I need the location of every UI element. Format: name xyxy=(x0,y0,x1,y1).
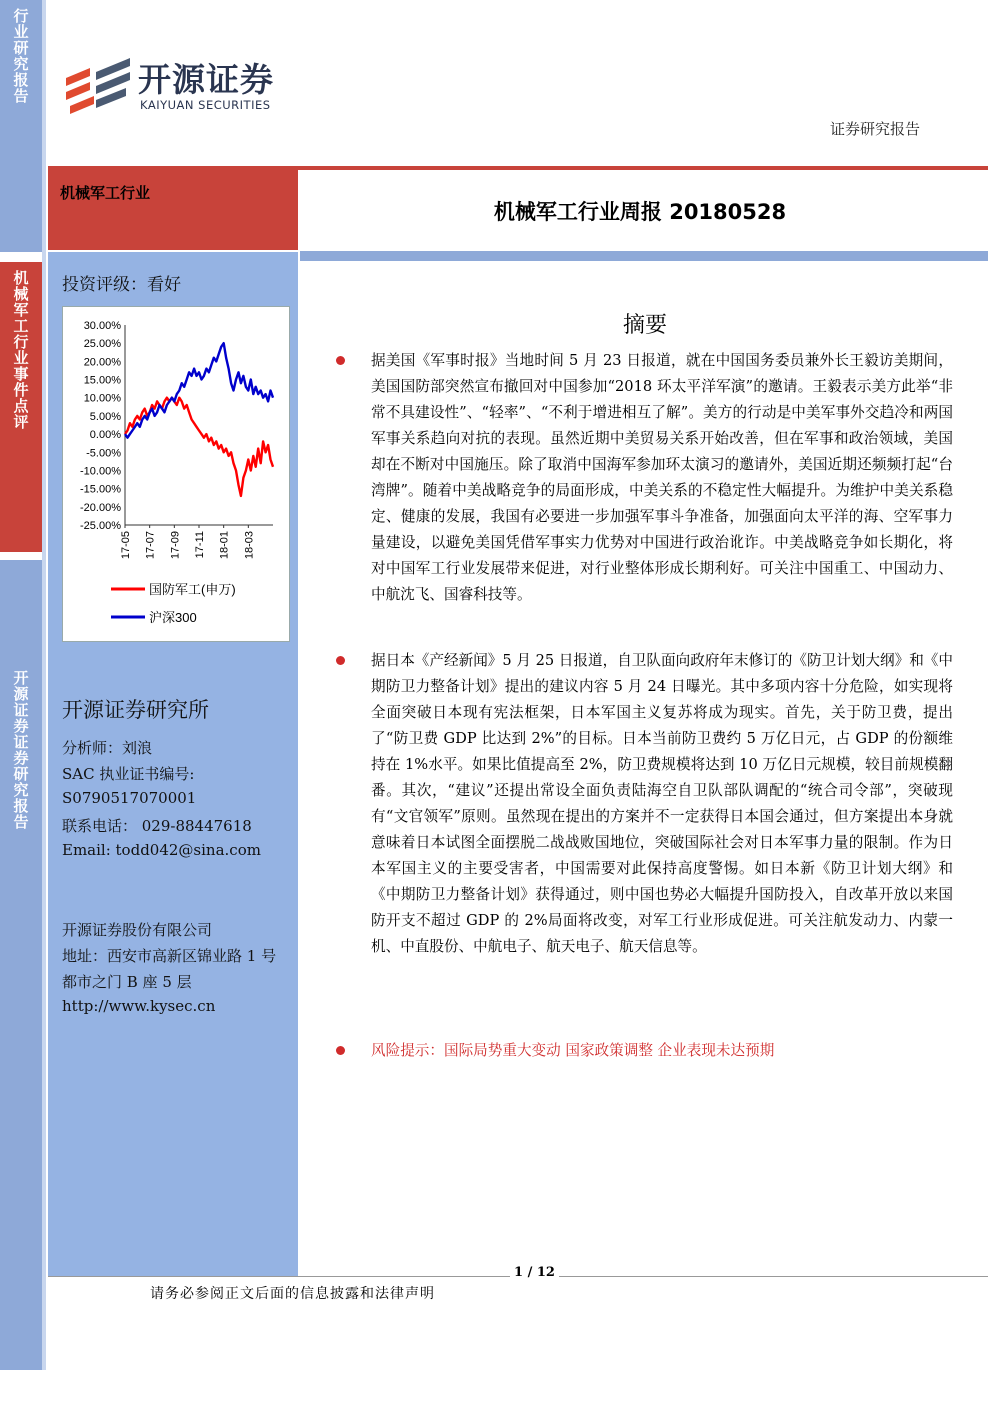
analyst-name: 分析师：刘浪 xyxy=(62,739,153,757)
performance-chart xyxy=(62,306,290,642)
contact-email[interactable]: Email: todd042@sina.com xyxy=(62,841,261,859)
side-tab-label: 行业研究报告 xyxy=(11,8,30,104)
investment-rating: 投资评级：看好 xyxy=(62,275,181,295)
page-number: 1 / 12 xyxy=(510,1265,559,1280)
summary-heading: 摘要 xyxy=(622,313,667,338)
y-tick-label: -5.00% xyxy=(86,447,121,460)
x-tick-label: 18-01 xyxy=(218,531,231,560)
x-tick-label: 17-05 xyxy=(120,531,132,560)
y-tick-label: 10.00% xyxy=(83,392,121,405)
company-logo xyxy=(64,52,304,114)
side-tab-industry-event xyxy=(0,262,42,552)
side-tab-label: 机械军工行业事件点评 xyxy=(11,270,30,430)
legend-label: 沪深300 xyxy=(149,610,197,625)
legend-label: 国防军工(申万) xyxy=(149,582,236,597)
bullet-icon xyxy=(336,1046,345,1055)
bullet-icon xyxy=(336,356,345,365)
side-tab-report-type xyxy=(0,0,42,252)
industry-name: 机械军工行业 xyxy=(60,184,151,202)
legal-disclaimer: 请务必参阅正文后面的信息披露和法律声明 xyxy=(150,1286,435,1302)
y-tick-label: 20.00% xyxy=(83,356,121,369)
institute-name: 开源证券研究所 xyxy=(62,698,209,722)
company-website[interactable]: http://www.kysec.cn xyxy=(62,997,216,1015)
side-tab-securities-research xyxy=(0,560,42,1370)
y-tick-label: 25.00% xyxy=(83,338,121,351)
y-tick-label: -15.00% xyxy=(80,483,121,496)
summary-paragraph-2: 据日本《产经新闻》5 月 25 日报道，自卫队面向政府年末修订的《防卫计划大纲》和《中期防卫力整备计划》提出的建议内容 5 月 24 日曝光。其中多项内容十分危险，如实现将全面突破日本现有宪法框架，日本军国主义复苏将成为现实。首先，关于防卫费，提出了“防卫费 GDP 比达到 2%”的目标。日本当前防卫费约 5 万亿日元，占 GDP 的份额维持在 1%水平。如果比值提高至 2%，防卫费规模将达到 10 万亿日元规模，较目前规模翻番。其次，“建议”还提出常设全面负责陆海空自卫队部队调配的“统合司令部”，突破现有“文官领军”原则。虽然现在提出的方案并不一定获得日本国会通过，但方案提出本身就意味着日本试图全面摆脱二战战败国地位，突破国际社会对日本军事力量的限制。作为日本军国主义的主要受害者，中国需要对此保持高度警惕。如日本新《防卫计划大纲》和《中期防卫力整备计划》获得通过，则中国也势必大幅提升国防投入，自改革开放以来国防开支不超过 GDP 的 2%局面将改变，对军工行业形成促进。可关注航发动力、内蒙一机、中直股份、中航电子、航天电子、航天信息等。 xyxy=(371,652,953,955)
title-divider xyxy=(300,251,988,261)
y-tick-label: 0.00% xyxy=(89,429,121,442)
summary-paragraph-1: 据美国《军事时报》当地时间 5 月 23 日报道，就在中国国务委员兼外长王毅访美期间，美国国防部突然宣布撤回对中国参加“2018 环太平洋军演”的邀请。王毅表示美方此举“非常不具建设性”、“轻率”、“不利于增进相互了解”。美方的行动是中美军事外交趋冷和两国军事关系趋向对抗的表现。虽然近期中美贸易关系开始改善，但在军事和政治领域，美国却在不断对中国施压。除了取消中国海军参加环太演习的邀请外，美国近期还频频打起“台湾牌”。随着中美战略竞争的局面形成，中美关系的不稳定性大幅提升。为维护中美关系稳定、健康的发展，我国有必要进一步加强军事斗争准备，加强面向太平洋的海、空军事力量建设，以避免美国凭借军事实力优势对中国进行政治讹诈。中美战略竞争如长期化，将对中国军工行业发展带来促进，对行业整体形成长期利好。可关注中国重工、中国动力、中航沈飞、国睿科技等。 xyxy=(371,352,953,603)
contact-phone: 联系电话： 029-88447618 xyxy=(62,817,252,835)
chart-svg xyxy=(63,307,289,641)
x-tick-label: 17-11 xyxy=(194,531,206,559)
risk-warning: 风险提示：国际局势重大变动 国家政策调整 企业表现未达预期 xyxy=(371,1042,775,1059)
company-name: 开源证券股份有限公司 xyxy=(62,921,213,939)
report-type-label: 证券研究报告 xyxy=(829,120,920,138)
series-line-defense xyxy=(125,398,273,496)
y-tick-label: -25.00% xyxy=(80,520,121,532)
sac-label: SAC 执业证书编号: xyxy=(62,765,195,783)
y-tick-label: -20.00% xyxy=(80,501,121,514)
side-tab-label: 开源证券证券研究报告 xyxy=(11,670,30,830)
x-tick-label: 17-09 xyxy=(169,531,182,560)
company-address-line1: 地址：西安市高新区锦业路 1 号 xyxy=(62,947,277,965)
company-address-line2: 都市之门 B 座 5 层 xyxy=(62,973,192,991)
logo-chinese-name: 开源证券 xyxy=(138,60,274,99)
y-tick-label: 15.00% xyxy=(83,374,121,387)
x-tick-label: 18-03 xyxy=(243,531,256,560)
series-line-csi300 xyxy=(125,343,273,438)
y-tick-label: -10.00% xyxy=(80,465,121,478)
report-title: 机械军工行业周报 20180528 xyxy=(493,200,787,224)
y-tick-label: 30.00% xyxy=(83,320,121,332)
logo-mark-icon xyxy=(64,52,136,114)
bullet-icon xyxy=(336,656,345,665)
x-tick-label: 17-07 xyxy=(144,531,157,560)
y-tick-label: 5.00% xyxy=(89,410,121,423)
industry-banner xyxy=(48,170,298,250)
sac-number: S0790517070001 xyxy=(62,789,197,807)
logo-english-name: KAIYUAN SECURITIES xyxy=(140,98,271,112)
